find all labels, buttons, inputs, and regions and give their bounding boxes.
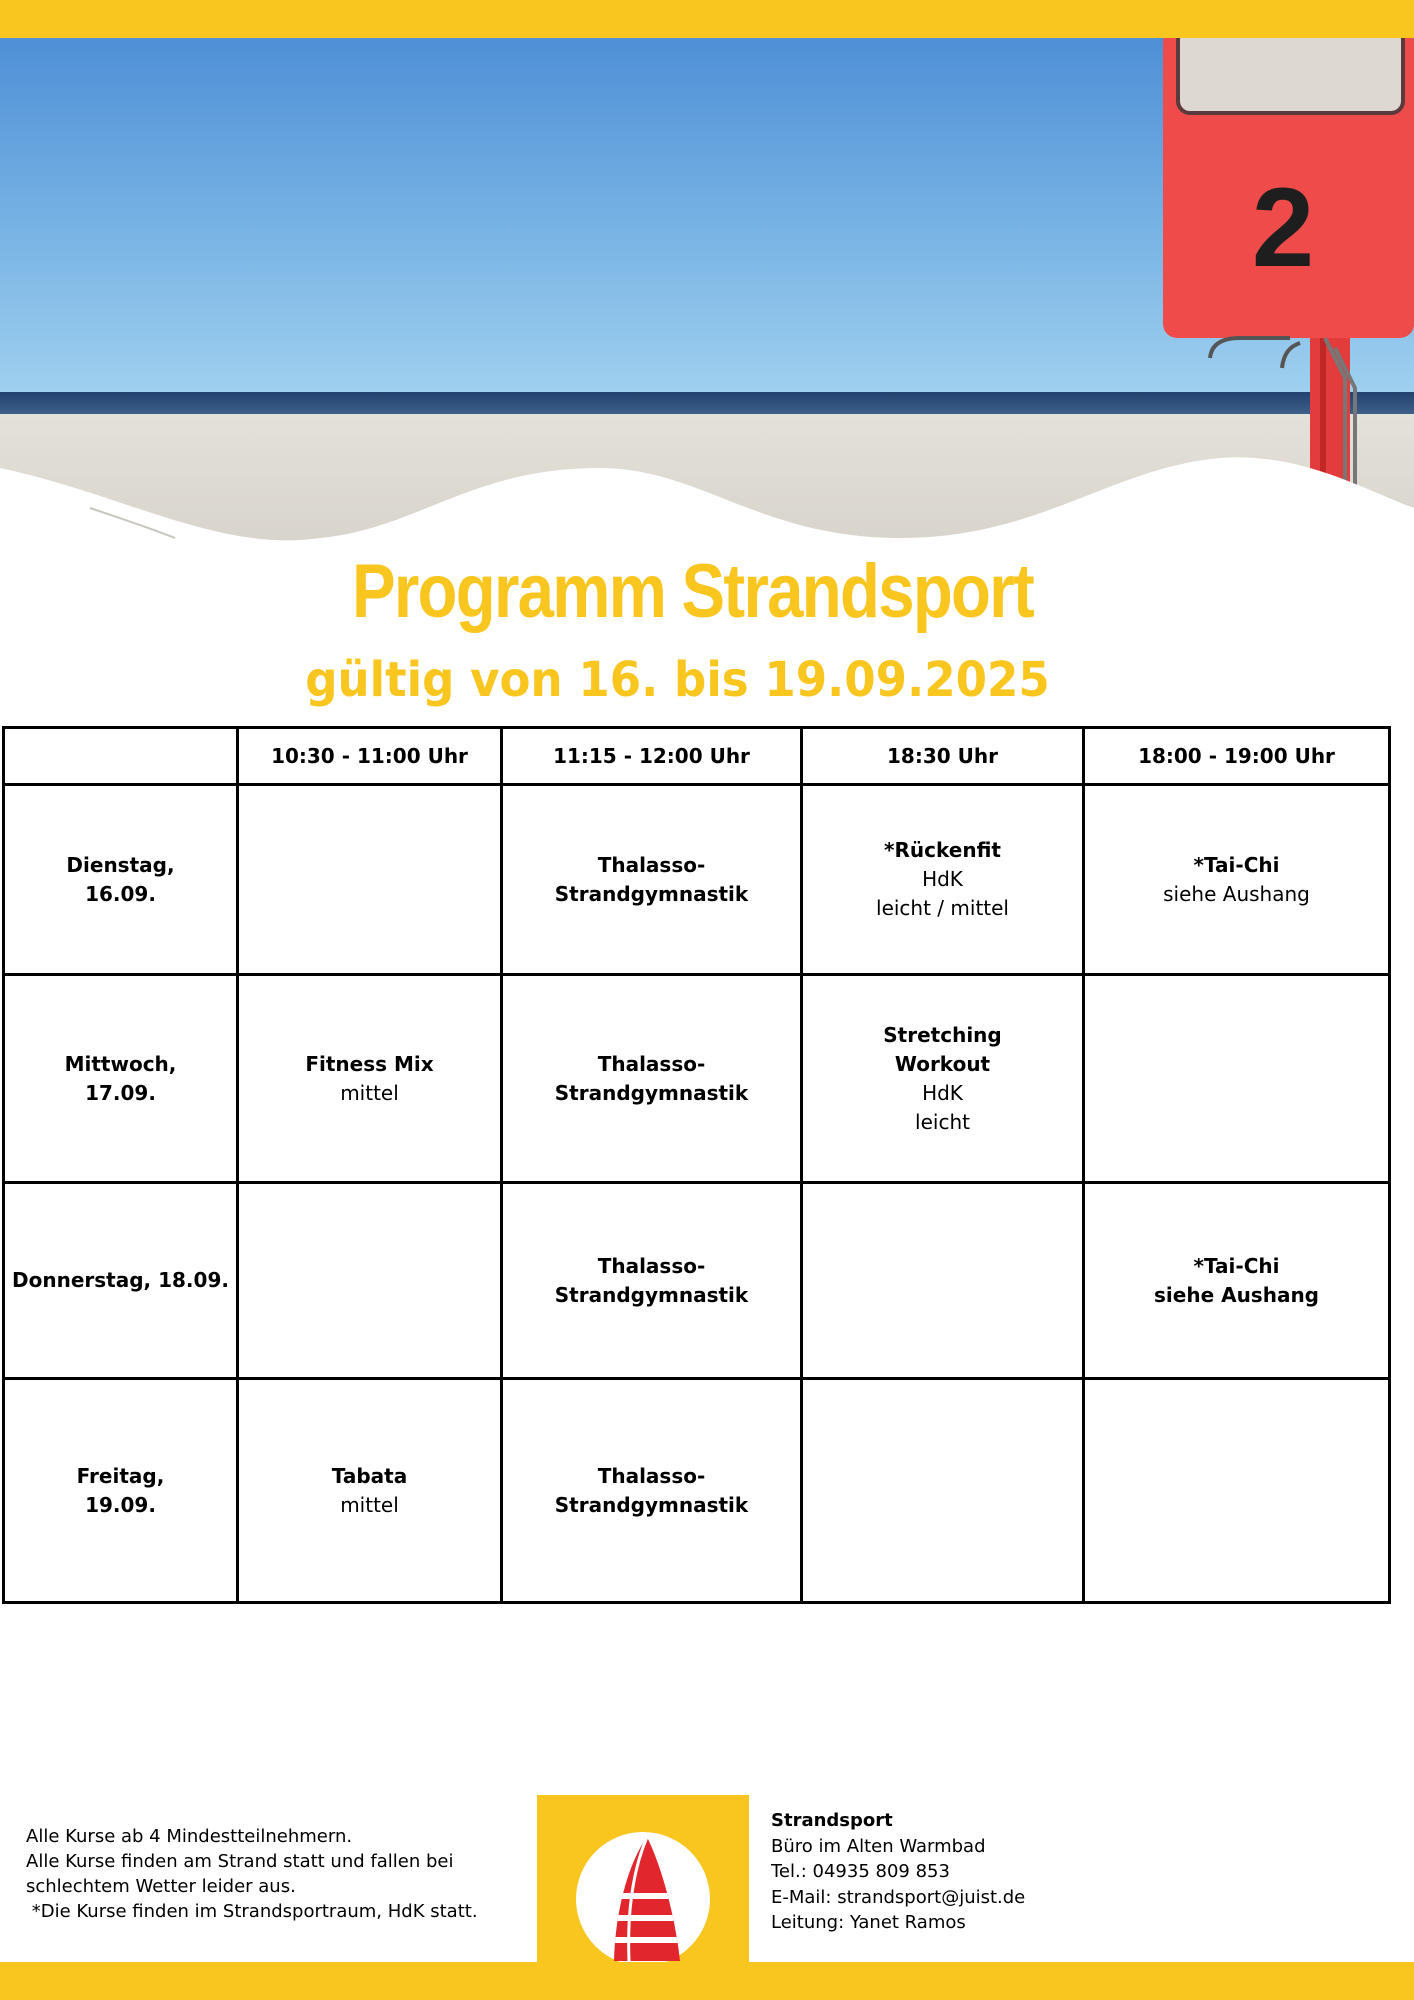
note-line: Alle Kurse ab 4 Mindestteilnehmern.: [26, 1826, 353, 1847]
day-label: Freitag,: [76, 1463, 165, 1488]
day-cell: [4, 1379, 238, 1603]
course-name: Strandgymnastik: [554, 1080, 749, 1105]
tower-number: 2: [1251, 165, 1315, 290]
column-header: 18:30 Uhr: [802, 728, 1084, 785]
course-name: Strandgymnastik: [554, 881, 749, 906]
schedule-header-row: [4, 728, 1390, 785]
note-line: schlechtem Wetter leider aus.: [26, 1876, 296, 1897]
contact-office: Büro im Alten Warmbad: [771, 1835, 986, 1857]
sailboat-logo: [537, 1795, 749, 1962]
day-label: 19.09.: [85, 1492, 156, 1517]
course-name: *Tai-Chi: [1193, 1253, 1280, 1278]
course-name: *Tai-Chi: [1193, 852, 1280, 877]
course-cell: [802, 1379, 1084, 1603]
course-detail: mittel: [340, 1492, 399, 1517]
day-cell: [4, 975, 238, 1183]
column-header: 11:15 - 12:00 Uhr: [502, 728, 802, 785]
course-cell: [238, 785, 502, 975]
course-name: Thalasso-: [597, 1253, 706, 1278]
course-cell: [502, 975, 802, 1183]
column-header: [4, 728, 238, 785]
course-name: Stretching: [883, 1022, 1002, 1047]
course-cell: [1084, 1379, 1390, 1603]
course-cell: [502, 1379, 802, 1603]
day-cell: [4, 785, 238, 975]
bottom-accent-bar: [0, 1962, 1414, 2000]
course-name: *Rückenfit: [884, 838, 1001, 862]
course-detail: HdK: [922, 867, 963, 891]
day-label: 17.09.: [85, 1080, 156, 1105]
column-header: 18:00 - 19:00 Uhr: [1084, 728, 1390, 785]
day-label: Dienstag,: [66, 852, 175, 877]
course-cell: [238, 1379, 502, 1603]
course-cell: [802, 1183, 1084, 1379]
course-name: Strandgymnastik: [554, 1282, 749, 1307]
course-cell: [238, 975, 502, 1183]
course-cell: [1084, 975, 1390, 1183]
course-cell: [802, 785, 1084, 975]
top-accent-bar: [0, 0, 1414, 38]
contact-lead: Leitung: Yanet Ramos: [771, 1912, 966, 1933]
course-cell: [502, 1183, 802, 1379]
course-name: Tabata: [331, 1463, 408, 1488]
note-line: *Die Kurse finden im Strandsportraum, HdK statt.: [26, 1901, 478, 1922]
course-cell: [1084, 1183, 1390, 1379]
day-label: Donnerstag, 18.09.: [12, 1268, 229, 1292]
course-name: Thalasso-: [597, 852, 706, 877]
page-subtitle: gültig von 16. bis 19.09.2025: [305, 652, 1050, 708]
schedule-row: [4, 1183, 1390, 1379]
column-header: 10:30 - 11:00 Uhr: [238, 728, 502, 785]
course-name: Workout: [894, 1051, 991, 1076]
schedule-row: [4, 785, 1390, 975]
course-name: Thalasso-: [597, 1463, 706, 1488]
course-detail: mittel: [340, 1080, 399, 1105]
course-name: Fitness Mix: [305, 1051, 434, 1076]
course-detail: HdK: [922, 1080, 963, 1105]
course-name: Strandgymnastik: [554, 1492, 749, 1517]
contact-phone: Tel.: 04935 809 853: [771, 1861, 950, 1882]
course-cell: [502, 785, 802, 975]
day-label: Mittwoch,: [64, 1051, 177, 1076]
page-title: Programm Strandsport: [351, 549, 1034, 634]
course-detail: siehe Aushang: [1163, 881, 1310, 906]
day-cell: [4, 1183, 238, 1379]
course-name: siehe Aushang: [1154, 1282, 1319, 1307]
contact-email: E-Mail: strandsport@juist.de: [771, 1886, 1026, 1908]
course-cell: [238, 1183, 502, 1379]
footer-notes: [26, 1824, 526, 1924]
course-cell: [802, 975, 1084, 1183]
course-detail: leicht / mittel: [876, 896, 1009, 920]
contact-block: [771, 1808, 1025, 1936]
note-line: Alle Kurse finden am Strand statt und fallen bei: [26, 1851, 454, 1872]
day-label: 16.09.: [85, 881, 156, 906]
schedule-table: [2, 726, 1391, 1604]
hero-beach-photo: [0, 38, 1414, 558]
schedule-row: [4, 1379, 1390, 1603]
course-cell: [1084, 785, 1390, 975]
contact-title: Strandsport: [771, 1810, 893, 1831]
course-detail: leicht: [915, 1109, 970, 1134]
schedule-row: [4, 975, 1390, 1183]
course-name: Thalasso-: [597, 1051, 706, 1076]
logo-box: [537, 1795, 749, 1962]
